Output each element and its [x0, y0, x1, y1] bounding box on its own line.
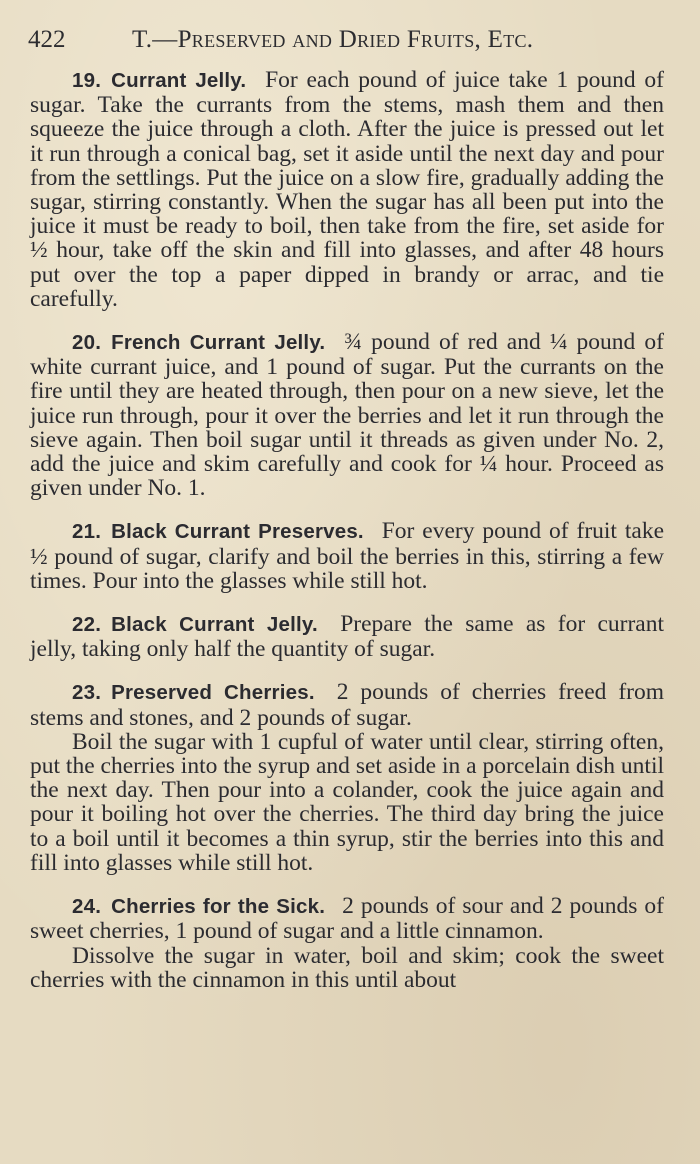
recipe-text: Prepare the same as for currant jelly, taking only half the quantity of sugar. — [30, 611, 664, 663]
page-number: 422 — [28, 26, 66, 53]
recipe-number: 21. — [72, 520, 102, 544]
recipe-paragraph: Boil the sugar with 1 cupful of water until clear, stirring often, put the cherries into the syrup and set aside in a porcelain dish until the next day. Then pour into a colander, cook the juice again and pour it boiling hot over the cherries. The third day bring the juice to a boil until it becomes a thin syrup, stir the berries into this and fill into glasses while still hot. — [30, 728, 664, 876]
running-title: T.—Preserved and Dried Fruits, Etc. — [132, 26, 534, 53]
recipe-paragraph — [30, 519, 664, 593]
recipe-text: For every pound of fruit take ½ pound of sugar, clarify and boil the berries in this, stirring a few times. Pour into the glasses while still hot. — [30, 518, 664, 594]
recipe-number: 20. — [72, 331, 102, 355]
recipe-number: 24. — [72, 895, 102, 919]
recipe-24 — [30, 894, 664, 992]
recipe-text: 2 pounds of sour and 2 pounds of sweet cherries, 1 pound of sugar and a little cinnamon. — [30, 893, 664, 945]
recipe-title: Preserved Cherries. — [111, 681, 315, 705]
recipe-text: ¾ pound of red and ¼ pound of white currant juice, and 1 pound of sugar. Put the currants on the fire until they are heated through, then pour on a new sieve, let the juice run through, pour it over the berries and let it run through the sieve again. Then boil sugar until it threads as given under No. 2, add the juice and skim carefully and cook for ¼ hour. Proceed as given under No. 1. — [30, 329, 664, 502]
recipe-text: 2 pounds of cherries freed from stems and stones, and 2 pounds of sugar. — [30, 679, 665, 731]
recipe-paragraph — [30, 612, 664, 661]
recipe-paragraph — [30, 68, 664, 311]
recipe-list — [30, 68, 664, 1011]
recipe-title: Cherries for the Sick. — [111, 895, 326, 919]
page-header — [28, 26, 668, 58]
recipe-22 — [30, 612, 664, 661]
recipe-paragraph — [30, 680, 664, 729]
recipe-title: Black Currant Preserves. — [111, 520, 364, 544]
recipe-paragraph — [30, 330, 664, 500]
recipe-number: 23. — [72, 681, 102, 705]
recipe-23 — [30, 680, 664, 875]
recipe-paragraph: Dissolve the sugar in water, boil and skim; cook the sweet cherries with the cinnamon in this until about — [30, 942, 664, 993]
recipe-20 — [30, 330, 664, 500]
recipe-21 — [30, 519, 664, 593]
recipe-19 — [30, 68, 664, 311]
recipe-number: 22. — [72, 613, 102, 637]
recipe-title: French Currant Jelly. — [111, 331, 326, 355]
recipe-paragraph — [30, 894, 664, 943]
recipe-title: Currant Jelly. — [111, 69, 247, 92]
recipe-title: Black Currant Jelly. — [111, 613, 318, 637]
recipe-number: 19. — [72, 69, 102, 92]
recipe-text: For each pound of juice take 1 pound of sugar. Take the currants from the stems, mash them and then squeeze the juice through a cloth. After the juice is pressed out let it run through a conical bag, set it aside until the next day and pour from the settlings. Put the juice on a slow fire, gradually adding the sugar, stirring constantly. When the sugar has all been put into the juice it must be ready to boil, then take from the fire, set aside for ½ hour, take off the skin and fill into glasses, and after 48 hours put over the top a paper dipped in brandy or arrac, and tie carefully. — [30, 67, 665, 312]
